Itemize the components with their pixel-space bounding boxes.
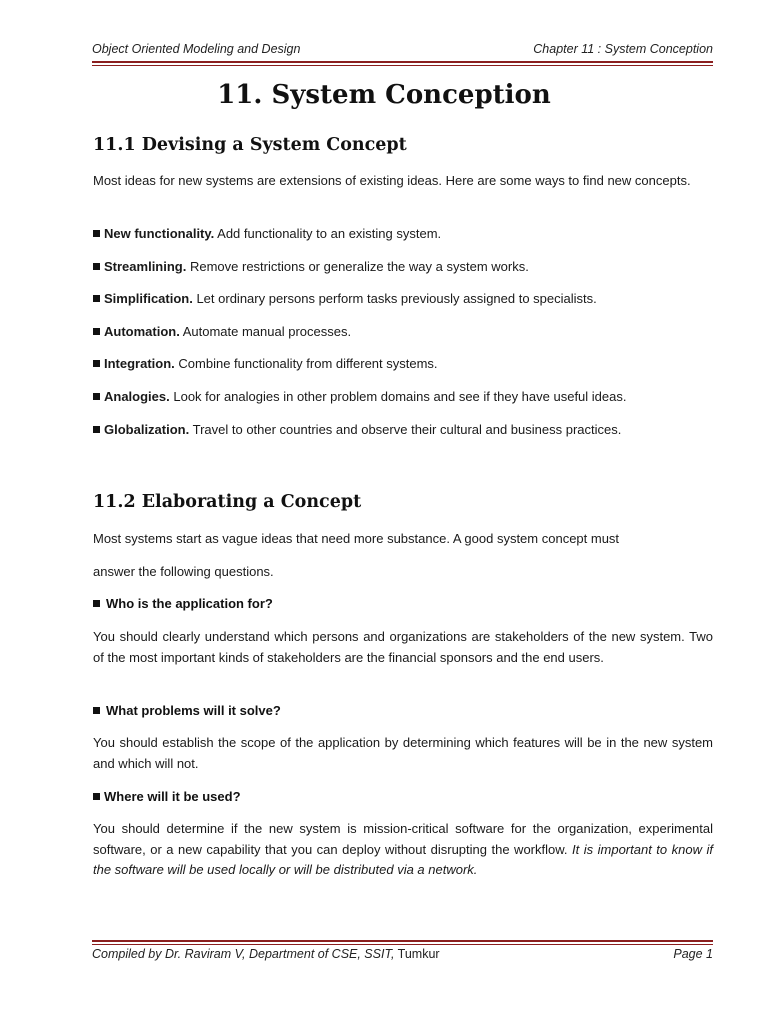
bullet-term: Globalization. bbox=[104, 422, 190, 437]
bullet-term: Simplification. bbox=[104, 291, 193, 306]
bullet-term: Analogies. bbox=[104, 389, 170, 404]
bullet-text: Travel to other countries and observe their cultural and business practices. bbox=[189, 422, 622, 437]
bullet-streamlining bbox=[93, 259, 529, 274]
section-2-heading: 11.2 Elaborating a Concept bbox=[93, 492, 362, 512]
footer-credit-city: Tumkur bbox=[394, 947, 440, 961]
page-number: Page 1 bbox=[673, 947, 713, 961]
bullet-term: Streamlining. bbox=[104, 259, 187, 274]
header-course-title: Object Oriented Modeling and Design bbox=[92, 42, 301, 56]
footer-rule bbox=[92, 940, 713, 942]
bullet-text: Look for analogies in other problem domains and see if they have useful ideas. bbox=[169, 389, 627, 404]
bullet-text: Add functionality to an existing system. bbox=[214, 226, 442, 241]
section-2-intro-line-2: answer the following questions. bbox=[93, 564, 274, 579]
bullet-analogies bbox=[93, 389, 626, 404]
square-bullet-icon bbox=[93, 328, 100, 335]
footer-rule-thin bbox=[92, 944, 713, 945]
bullet-automation bbox=[93, 324, 351, 339]
page-title: 11. System Conception bbox=[217, 80, 551, 110]
question-who bbox=[93, 596, 273, 611]
square-bullet-icon bbox=[93, 426, 100, 433]
page-header bbox=[92, 42, 713, 56]
footer-credit bbox=[92, 947, 440, 961]
question-text: What problems will it solve? bbox=[106, 703, 281, 718]
answer-what: You should establish the scope of the application by determining which features will be in the new system and which will not. bbox=[93, 735, 713, 771]
header-rule-thin bbox=[92, 65, 713, 66]
square-bullet-icon bbox=[93, 707, 100, 714]
square-bullet-icon bbox=[93, 295, 100, 302]
page-footer bbox=[92, 947, 713, 961]
bullet-term: New functionality. bbox=[104, 226, 215, 241]
bullet-text: Remove restrictions or generalize the way a system works. bbox=[186, 259, 529, 274]
footer-credit-italic: Compiled by Dr. Raviram V, Department of CSE, SSIT, bbox=[92, 947, 395, 961]
square-bullet-icon bbox=[93, 230, 100, 237]
header-chapter-title: Chapter 11 : System Conception bbox=[533, 42, 713, 56]
bullet-term: Automation. bbox=[104, 324, 180, 339]
answer-where-text: You should determine if the new system is mission-critical software for the organization, experimental software, or a new capability that you can deploy without disrupting the workflow. bbox=[93, 821, 713, 857]
answer-where bbox=[93, 819, 713, 881]
header-rule bbox=[92, 61, 713, 63]
square-bullet-icon bbox=[93, 360, 100, 367]
question-where bbox=[93, 789, 241, 804]
square-bullet-icon bbox=[93, 393, 100, 400]
question-text: Where will it be used? bbox=[104, 789, 241, 804]
bullet-text: Automate manual processes. bbox=[179, 324, 352, 339]
answer-where-italic: It is important to know if the software will be used locally or will be distributed via a network. bbox=[93, 841, 713, 877]
bullet-text: Let ordinary persons perform tasks previously assigned to specialists. bbox=[192, 291, 597, 306]
section-1-intro: Most ideas for new systems are extensions of existing ideas. Here are some ways to find new concepts. bbox=[93, 173, 691, 188]
bullet-simplification bbox=[93, 291, 597, 306]
bullet-new-functionality bbox=[93, 226, 441, 241]
bullet-integration bbox=[93, 356, 438, 371]
bullet-text: Combine functionality from different systems. bbox=[174, 356, 438, 371]
question-text: Who is the application for? bbox=[106, 596, 273, 611]
square-bullet-icon bbox=[93, 793, 100, 800]
square-bullet-icon bbox=[93, 263, 100, 270]
bullet-globalization bbox=[93, 422, 621, 437]
section-1-heading: 11.1 Devising a System Concept bbox=[93, 135, 407, 155]
bullet-term: Integration. bbox=[104, 356, 175, 371]
section-2-intro-line-1: Most systems start as vague ideas that need more substance. A good system concept must bbox=[93, 531, 620, 546]
square-bullet-icon bbox=[93, 600, 100, 607]
question-what bbox=[93, 703, 281, 718]
answer-who: You should clearly understand which persons and organizations are stakeholders of the new system. Two of the most important kinds of stakeholders are the financial sponsors and the end users. bbox=[93, 629, 713, 665]
